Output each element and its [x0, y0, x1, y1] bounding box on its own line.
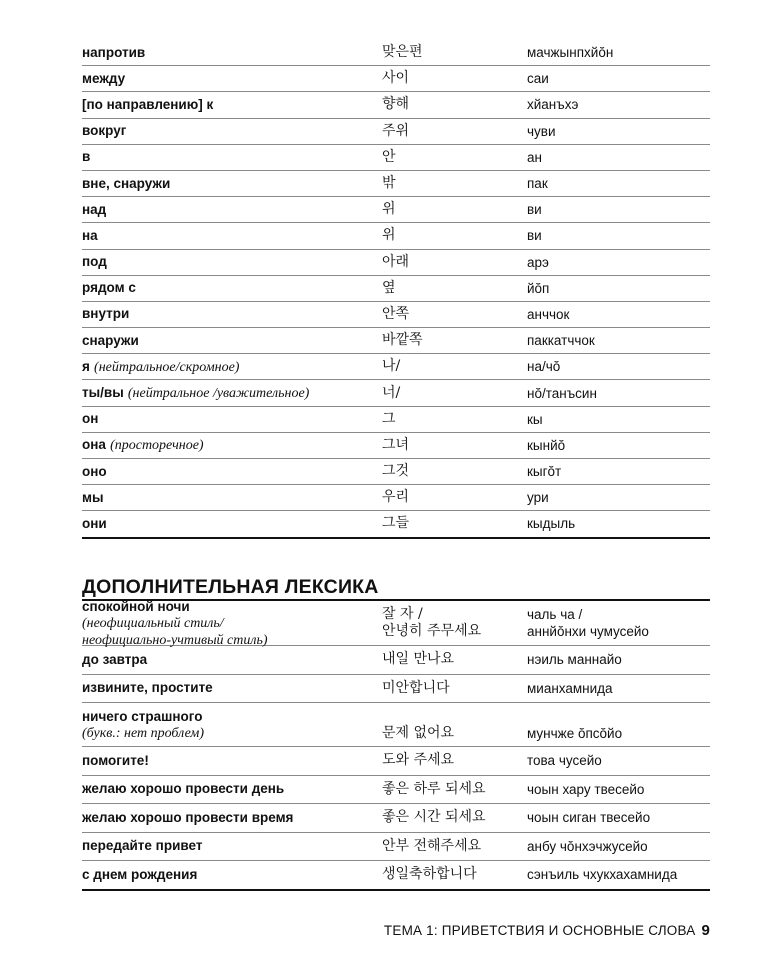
- vocab-row: вокруг 주위 чуви: [82, 119, 710, 145]
- section-heading: ДОПОЛНИТЕЛЬНАЯ ЛЕКСИКА: [82, 576, 710, 601]
- vocabulary-table: [82, 40, 710, 539]
- vocab-row: ты/вы (нейтральное /уважительное) 너/ нŏ/танъсин: [82, 380, 710, 406]
- extra-vocabulary-table: [82, 598, 710, 891]
- vocab-row: вне, снаружи 밖 пак: [82, 171, 710, 197]
- vocab-row: снаружи 바깥쪽 паккатччок: [82, 328, 710, 354]
- vocab-row: на 위 ви: [82, 223, 710, 249]
- vocab-row: до завтра 내일 만나요 нэиль маннайо: [82, 646, 710, 675]
- vocab-row: под 아래 арэ: [82, 250, 710, 276]
- vocab-row: рядом с 옆 йŏп: [82, 276, 710, 302]
- vocab-row: я (нейтральное/скромное) 나/ на/чŏ: [82, 354, 710, 380]
- vocab-row: спокойной ночи (неофициальный стиль/ неофициально-учтивый стиль) 잘 자 / 안녕히 주무세요 чаль ча / аннйŏнхи чумусейо: [82, 601, 710, 646]
- vocab-row: между 사이 саи: [82, 66, 710, 92]
- vocab-row: они 그들 кыдыль: [82, 511, 710, 538]
- vocab-row: оно 그것 кыгŏт: [82, 459, 710, 485]
- vocab-row: она (просторечное) 그녀 кынйŏ: [82, 433, 710, 459]
- vocab-row: напротив 맞은편 мачжынпхйŏн: [82, 40, 710, 66]
- page-footer: [384, 922, 710, 939]
- footer-topic: ТЕМА 1: ПРИВЕТСТВИЯ И ОСНОВНЫЕ СЛОВА: [383, 923, 696, 938]
- vocab-row: внутри 안쪽 анччок: [82, 302, 710, 328]
- vocab-row: извините, простите 미안합니다 мианхамнида: [82, 675, 710, 704]
- page-number: 9: [701, 922, 710, 939]
- vocab-row: желаю хорошо провести время 좋은 시간 되세요 чоын сиган твесейо: [82, 804, 710, 833]
- vocab-row: желаю хорошо провести день 좋은 하루 되세요 чоын хару твесейо: [82, 776, 710, 805]
- vocab-row: над 위 ви: [82, 197, 710, 223]
- vocab-row: передайте привет 안부 전해주세요 анбу чŏнхэчжусейо: [82, 833, 710, 862]
- vocab-row: помогите! 도와 주세요 това чусейо: [82, 747, 710, 776]
- vocab-row: мы 우리 ури: [82, 485, 710, 511]
- vocab-row: в 안 ан: [82, 145, 710, 171]
- vocab-row: [по направлению] к 향해 хйанъхэ: [82, 92, 710, 118]
- vocab-row: с днем рождения 생일축하합니다 сэнъиль чхукхахамнида: [82, 861, 710, 891]
- vocab-row: ничего страшного (букв.: нет проблем) 문제 없어요 мунчже ŏпсŏйо: [82, 703, 710, 747]
- vocab-row: он 그 кы: [82, 407, 710, 433]
